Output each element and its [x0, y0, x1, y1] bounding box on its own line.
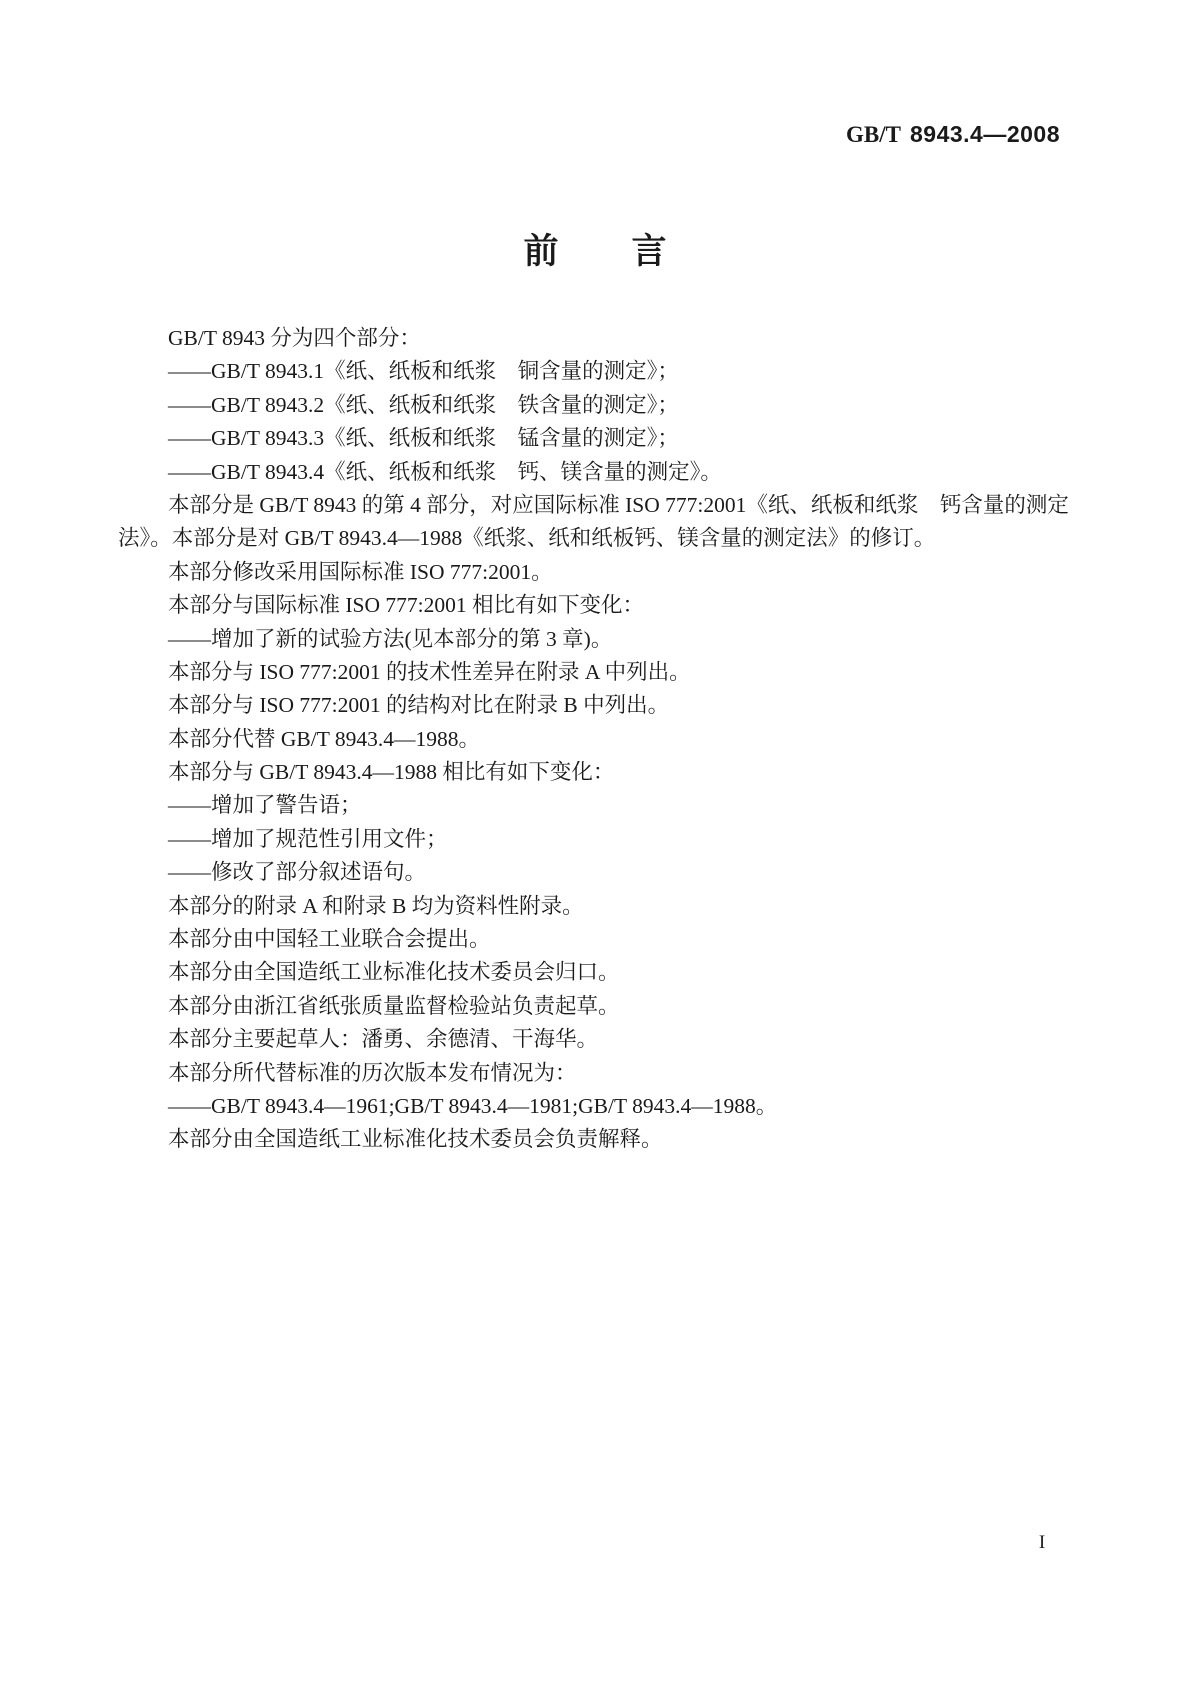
body-line: 本部分与 GB/T 8943.4—1988 相比有如下变化： — [168, 760, 615, 785]
standard-number: 8943.4—2008 — [909, 121, 1060, 147]
body-line-list-item: ——增加了新的试验方法(见本部分的第 3 章)。 — [168, 626, 613, 651]
body-line: 本部分由浙江省纸张质量监督检验站负责起草。 — [168, 993, 620, 1018]
body-line: 本部分的附录 A 和附录 B 均为资料性附录。 — [168, 893, 584, 918]
page-number: I — [1038, 1532, 1046, 1553]
body-line-list-item: ——增加了规范性引用文件； — [168, 826, 448, 851]
body-line: 本部分主要起草人：潘勇、余德清、干海华。 — [168, 1027, 599, 1052]
body-line: GB/T 8943 分为四个部分： — [168, 326, 421, 350]
body-line-list-item: ——增加了警告语； — [168, 793, 362, 818]
body-line: 本部分修改采用国际标准 ISO 777:2001。 — [168, 559, 553, 584]
body-line: 本部分由中国轻工业联合会提出。 — [168, 927, 491, 952]
body-line-list-item: ——GB/T 8943.1《纸、纸板和纸浆 铜含量的测定》； — [168, 359, 679, 384]
body-line-list-item: ——GB/T 8943.3《纸、纸板和纸浆 锰含量的测定》； — [168, 426, 679, 451]
body-line-list-item: ——GB/T 8943.2《纸、纸板和纸浆 铁含量的测定》； — [168, 392, 679, 417]
body-line: 本部分是 GB/T 8943 的第 4 部分，对应国际标准 ISO 777:2001《纸、纸板和纸浆 钙含量的测定 — [168, 492, 1069, 517]
body-line: 本部分与 ISO 777:2001 的技术性差异在附录 A 中列出。 — [168, 659, 691, 684]
body-line: 本部分与 ISO 777:2001 的结构对比在附录 B 中列出。 — [168, 693, 670, 718]
standard-number-header — [846, 121, 1060, 148]
body-line-list-item: ——GB/T 8943.4—1961;GB/T 8943.4—1981;GB/T 8943.4—1988。 — [168, 1093, 778, 1118]
standard-code: GB/T — [846, 122, 901, 147]
body-line: 本部分所代替标准的历次版本发布情况为： — [168, 1060, 577, 1085]
body-line-list-item: ——GB/T 8943.4《纸、纸板和纸浆 钙、镁含量的测定》。 — [168, 459, 722, 484]
document-body — [118, 322, 1069, 1157]
page-title-foreword: 前 言 — [523, 232, 668, 271]
body-line: 本部分由全国造纸工业标准化技术委员会负责解释。 — [168, 1127, 663, 1152]
body-line: 本部分代替 GB/T 8943.4—1988。 — [168, 726, 480, 751]
body-line-continuation: 法》。本部分是对 GB/T 8943.4—1988《纸浆、纸和纸板钙、镁含量的测定法》的修订。 — [118, 526, 936, 551]
body-line-list-item: ——修改了部分叙述语句。 — [168, 860, 427, 885]
body-line: 本部分由全国造纸工业标准化技术委员会归口。 — [168, 960, 620, 985]
body-line: 本部分与国际标准 ISO 777:2001 相比有如下变化： — [168, 593, 644, 618]
